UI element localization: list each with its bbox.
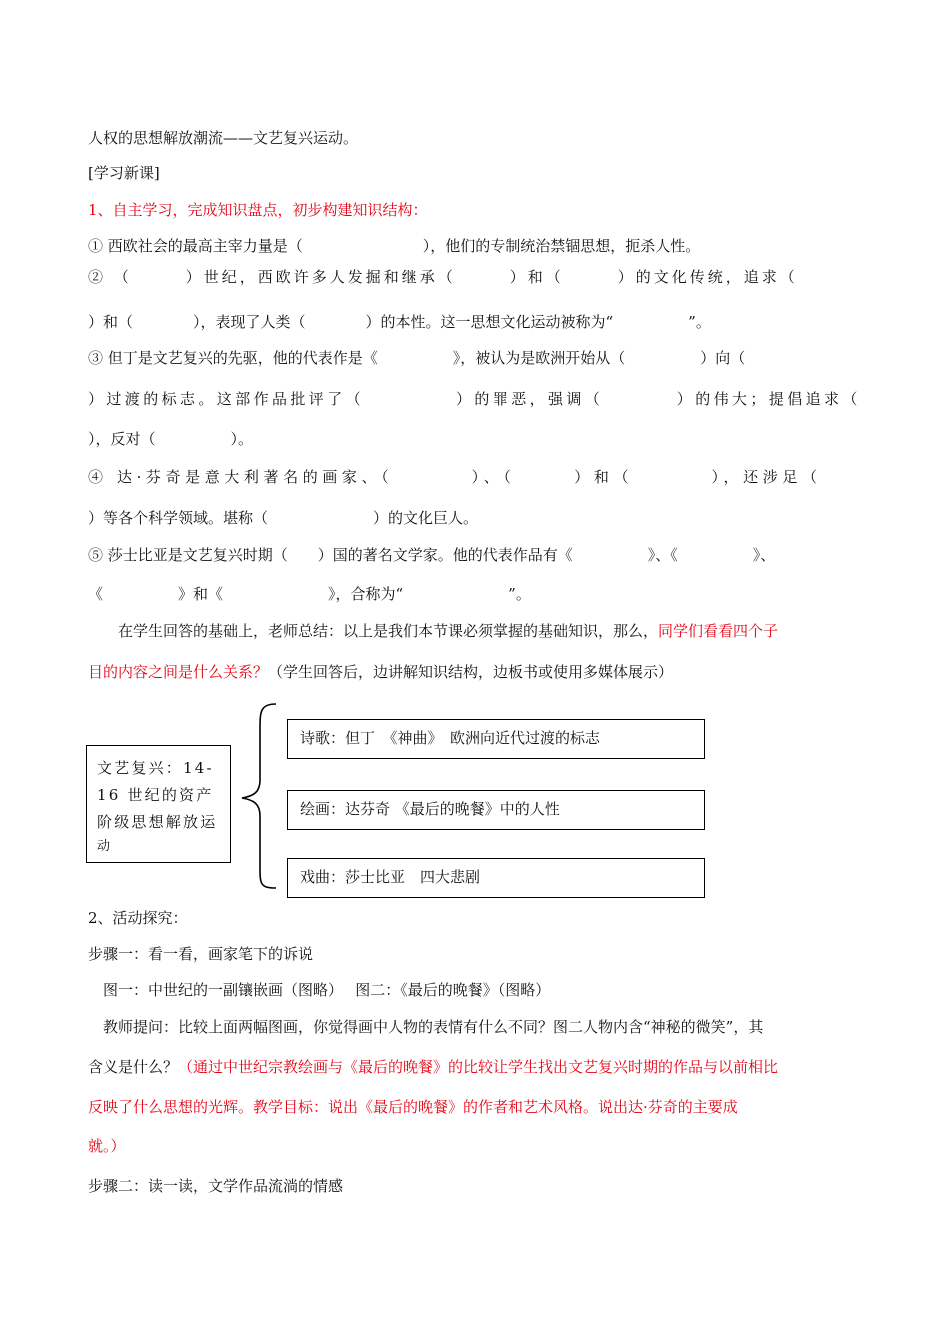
task-heading: 1、自主学习，完成知识盘点，初步构建知识结构： (88, 201, 428, 219)
question-text: 含义是什么？ (88, 1058, 179, 1076)
branch-label: 诗歌：但丁 《神曲》 欧洲向近代过渡的标志 (300, 729, 601, 747)
question-3-line-2: ）过渡的标志。这部作品批评了（ ）的罪恶，强调（ ）的伟大；提倡追求（ (88, 390, 861, 408)
summary-line-1 (88, 621, 778, 641)
section-heading: [学习新课] (88, 164, 160, 182)
step-1: 步骤一：看一看，画家笔下的诉说 (88, 945, 314, 963)
summary-highlight: 同学们看看四个子 (658, 622, 779, 640)
teacher-question-2 (88, 1057, 778, 1077)
question-5-line-1: ⑤ 莎士比亚是文艺复兴时期（ ）国的著名文学家。他的代表作品有《 》、《 》、 (88, 546, 776, 564)
question-3-line-1: ③ 但丁是文艺复兴的先驱，他的代表作是《 》，被认为是欧洲开始从（ ）向（ (88, 349, 746, 367)
teaching-note: （通过中世纪宗教绘画与《最后的晚餐》的比较让学生找出文艺复兴时期的作品与以前相比 (178, 1058, 779, 1076)
diagram-branch-painting (287, 790, 705, 830)
summary-question: 目的内容之间是什么关系？ (88, 663, 269, 681)
teaching-goal-end: 就。） (88, 1137, 126, 1155)
branch-label: 绘画：达芬奇 《最后的晚餐》中的人性 (300, 800, 560, 818)
activity-heading: 2、活动探究： (88, 909, 188, 927)
question-2-line-2: ）和（ ），表现了人类（ ）的本性。这一思想文化运动被称为“ ”。 (88, 313, 711, 331)
teacher-question: 教师提问：比较上面两幅图画，你觉得画中人物的表情有什么不同？图二人物内含“神秘的微笑”，其 (88, 1018, 764, 1036)
question-5-line-2: 《 》和《 》，合称为“ ”。 (88, 585, 531, 603)
diagram-root-line: 动 (97, 839, 111, 854)
step-2: 步骤二：读一读，文学作品流淌的情感 (88, 1177, 344, 1195)
diagram-root-line: 阶级思想解放运 (97, 813, 218, 831)
summary-note: （学生回答后，边讲解知识结构，边板书或使用多媒体展示） (268, 663, 674, 681)
diagram-root-line: 16 世纪的资产 (97, 786, 214, 804)
branch-label: 戏曲：莎士比亚 四大悲剧 (300, 868, 481, 886)
question-1: ① 西欧社会的最高主宰力量是（ ），他们的专制统治禁锢思想，扼杀人性。 (88, 237, 701, 255)
question-4-line-2: ）等各个科学领域。堪称（ ）的文化巨人。 (88, 509, 479, 527)
question-2-line-1: ② （ ）世纪，西欧许多人发掘和继承（ ）和（ ）的文化传统，追求（ (88, 268, 798, 286)
teaching-goal: 反映了什么思想的光辉。教学目标：说出《最后的晚餐》的作者和艺术风格。说出达·芬奇的主要成 (88, 1098, 738, 1116)
diagram-root-line: 文艺复兴：14- (97, 759, 214, 777)
question-3-line-3: ），反对（ ）。 (88, 430, 254, 448)
intro-line: 人权的思想解放潮流——文艺复兴运动。 (88, 129, 359, 147)
diagram-branch-poetry (287, 719, 705, 759)
question-4-line-1: ④ 达·芬奇是意大利著名的画家、（ ）、（ ）和（ ），还涉足（ (88, 468, 822, 486)
summary-text: 在学生回答的基础上，老师总结：以上是我们本节课必须掌握的基础知识，那么， (88, 622, 659, 640)
summary-line-2 (88, 662, 673, 682)
figure-captions: 图一：中世纪的一副镶嵌画（图略） 图二：《最后的晚餐》（图略） (88, 981, 551, 999)
diagram-root-box (86, 745, 231, 863)
brace-connector (236, 700, 280, 892)
diagram-branch-drama (287, 858, 705, 898)
